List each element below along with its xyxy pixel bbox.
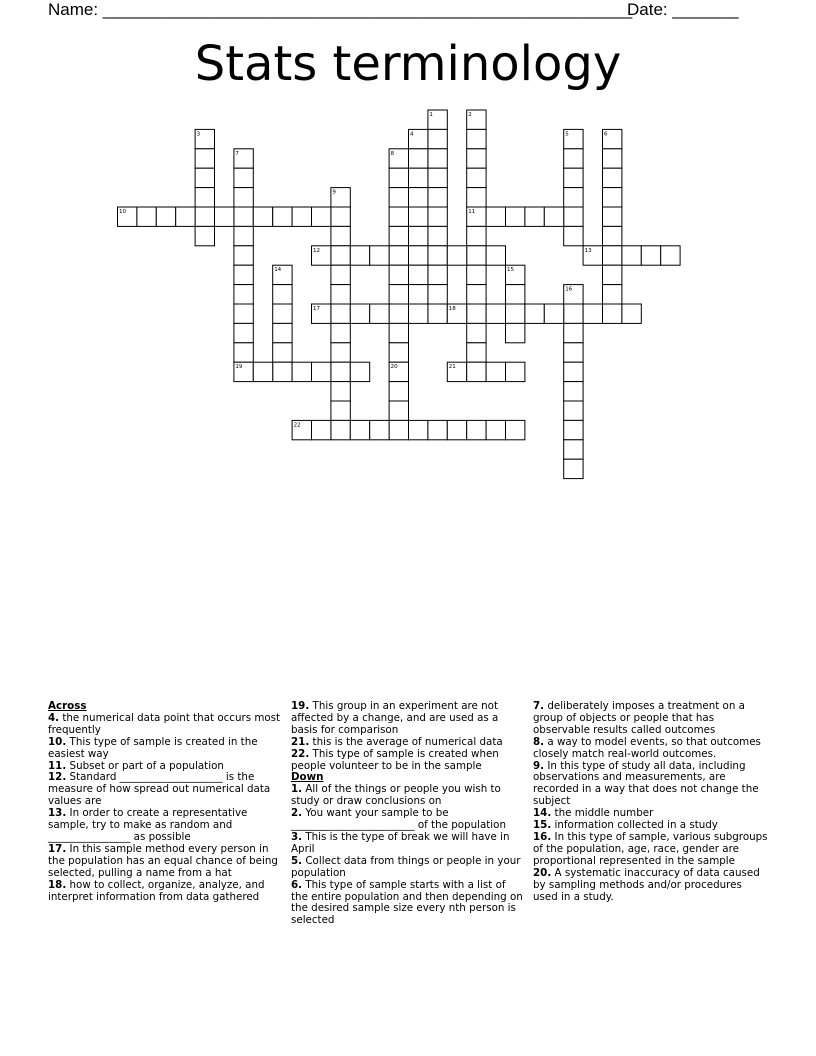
cell-number: 19 [235,364,243,371]
grid-cell[interactable] [506,285,525,304]
cell-number: 10 [119,209,126,215]
grid-cell[interactable] [564,382,583,401]
clue-down-20: 20. A systematic inaccuracy of data caused by sampling methods and/or procedures used in a study. [533,866,760,903]
grid-cell[interactable] [467,420,486,439]
grid-cell[interactable] [409,188,428,207]
cell-number: 1 [429,112,433,118]
grid-cell[interactable] [331,207,350,226]
grid-cell[interactable] [428,168,447,187]
grid-cell[interactable] [389,265,408,284]
cell-number: 14 [274,267,282,274]
grid-cell[interactable] [525,304,544,323]
cell-number: 6 [604,131,608,138]
grid-cell[interactable] [253,207,272,226]
grid-cell[interactable] [506,304,525,323]
grid-cell[interactable] [428,285,447,304]
grid-cell[interactable] [467,129,486,148]
grid-cell[interactable] [564,226,583,245]
cell-number: 21 [448,364,456,371]
grid-cell[interactable] [564,207,583,226]
grid-cell[interactable] [234,226,253,245]
cell-number: 11 [468,209,476,215]
grid-cell[interactable] [467,226,486,245]
grid-cell[interactable] [467,285,486,304]
grid-cell[interactable] [409,168,428,187]
grid-cell[interactable] [176,207,195,226]
grid-cell[interactable] [409,304,428,323]
grid-cell[interactable] [603,207,622,226]
grid-cell[interactable] [603,168,622,187]
grid-cell[interactable] [331,420,350,439]
grid-cell[interactable] [564,362,583,381]
grid-cell[interactable] [603,285,622,304]
clue-across-4: 4. the numerical data point that occurs most frequently [48,711,281,736]
grid-cell[interactable] [428,246,447,265]
grid-cell[interactable] [428,188,447,207]
grid-cell[interactable] [467,246,486,265]
grid-cell[interactable] [273,207,292,226]
grid-cell[interactable] [428,226,447,245]
cell-number: 16 [565,286,573,293]
grid-cell[interactable] [273,362,292,381]
grid-cell[interactable] [428,149,447,168]
grid-cell[interactable] [409,207,428,226]
page-title: Stats terminology [194,36,622,92]
grid-cell[interactable] [195,149,214,168]
grid-cell[interactable] [234,304,253,323]
grid-cell[interactable] [622,246,641,265]
grid-cell[interactable] [467,265,486,284]
cell-number: 13 [584,247,592,254]
clue-across-11: 11. Subset or part of a population [48,759,224,772]
grid-cell[interactable] [428,129,447,148]
grid-cell[interactable] [331,382,350,401]
grid-cell[interactable] [389,246,408,265]
grid-cell[interactable] [486,304,505,323]
grid-cell[interactable] [156,207,175,226]
grid-cell[interactable] [195,188,214,207]
grid-cell[interactable] [389,226,408,245]
grid-cell[interactable] [486,362,505,381]
grid-cell[interactable] [564,401,583,420]
grid-cell[interactable] [583,304,602,323]
clue-across-19: 19. This group in an experiment are not affected by a change, and are used as a basis for comparison [291,700,499,736]
grid-cell[interactable] [564,459,583,478]
grid-cell[interactable] [350,304,369,323]
clue-column-1 [48,701,282,903]
grid-cell[interactable] [292,207,311,226]
cell-number: 5 [565,131,569,138]
grid-cell[interactable] [661,246,680,265]
grid-cell[interactable] [564,323,583,342]
grid-cell[interactable] [234,188,253,207]
grid-cell[interactable] [641,246,660,265]
clue-across-12: 12. Standard ____________________ is the measure of how spread out numerical data values are [48,771,271,808]
grid-cell[interactable] [195,226,214,245]
grid-cell[interactable] [428,304,447,323]
clue-down-2: 2. You want your sample to be ________________________ of the population [291,807,506,832]
cell-number: 12 [313,247,320,254]
grid-cell[interactable] [137,207,156,226]
grid-cell[interactable] [506,420,525,439]
grid-cell[interactable] [447,420,466,439]
grid-cell[interactable] [370,304,389,323]
grid-cell[interactable] [564,420,583,439]
grid-cell[interactable] [603,265,622,284]
grid-cell[interactable] [389,207,408,226]
grid-cell[interactable] [467,343,486,362]
grid-cell[interactable] [525,207,544,226]
grid-cell[interactable] [486,246,505,265]
grid-cell[interactable] [350,420,369,439]
clue-across-17: 17. In this sample method every person in the population has an equal chance of being selected, pulling a name from a hat [48,842,278,879]
grid-cell[interactable] [603,188,622,207]
grid-cell[interactable] [331,343,350,362]
grid-cell[interactable] [564,188,583,207]
grid-cell[interactable] [564,343,583,362]
grid-cell[interactable] [331,362,350,381]
clue-across-22: 22. This type of sample is created when people volunteer to be in the sample [291,747,499,772]
grid-cell[interactable] [273,285,292,304]
grid-cell[interactable] [350,362,369,381]
grid-cell[interactable] [389,343,408,362]
grid-cell[interactable] [622,304,641,323]
clue-across-18: 18. how to collect, organize, analyze, and interpret information from data gathered [48,878,265,903]
grid-cell[interactable] [312,362,331,381]
grid-cell[interactable] [253,362,272,381]
grid-cell[interactable] [564,168,583,187]
grid-cell[interactable] [428,420,447,439]
grid-cell[interactable] [370,246,389,265]
grid-cell[interactable] [447,246,466,265]
grid-cell[interactable] [234,168,253,187]
clue-column-3 [533,701,769,903]
clue-down-1: 1. All of the things or people you wish to study or draw conclusions on [291,783,501,808]
grid-cell[interactable] [564,149,583,168]
clue-across-10: 10. This type of sample is created in the easiest way [48,735,258,760]
grid-cell[interactable] [234,343,253,362]
grid-cell[interactable] [389,188,408,207]
grid-cell[interactable] [467,188,486,207]
grid-cell[interactable] [506,323,525,342]
grid-cell[interactable] [409,226,428,245]
across-heading: Across [48,700,87,712]
crossword-grid [0,0,816,500]
grid-cell[interactable] [603,246,622,265]
grid-cell[interactable] [273,343,292,362]
grid-cell[interactable] [292,362,311,381]
clue-down-7: 7. deliberately imposes a treatment on a group of objects or people that has observable results called outcomes [533,700,745,736]
cell-number: 2 [468,112,472,118]
cell-number: 18 [448,306,456,312]
grid-cell[interactable] [389,285,408,304]
grid-cell[interactable] [389,168,408,187]
cell-number: 8 [390,150,395,157]
clue-across-21: 21. this is the average of numerical data [291,735,503,748]
grid-cell[interactable] [467,362,486,381]
grid-cell[interactable] [350,246,369,265]
grid-cell[interactable] [370,420,389,439]
grid-cell[interactable] [603,149,622,168]
grid-cell[interactable] [234,323,253,342]
grid-cell[interactable] [312,207,331,226]
cell-number: 9 [332,189,336,196]
grid-cell[interactable] [409,285,428,304]
grid-cell[interactable] [428,207,447,226]
grid-cell[interactable] [331,285,350,304]
grid-cell[interactable] [234,246,253,265]
cell-number: 17 [313,306,320,312]
grid-cell[interactable] [389,304,408,323]
grid-cell[interactable] [389,401,408,420]
clue-down-16: 16. In this type of sample, various subgroups of the population, age, race, gender are proportional represented in the sample [533,830,768,867]
grid-cell[interactable] [234,207,253,226]
clue-down-8: 8. a way to model events, so that outcomes closely match real-world outcomes. [533,735,761,760]
grid-cell[interactable] [331,246,350,265]
cell-number: 22 [293,422,301,429]
cell-number: 15 [507,267,514,274]
grid-cell[interactable] [603,226,622,245]
grid-cell[interactable] [544,304,563,323]
date-field: Date: _______ [627,0,739,19]
grid-cell[interactable] [273,323,292,342]
grid-cell[interactable] [486,420,505,439]
grid-cell[interactable] [195,168,214,187]
grid-cell[interactable] [409,265,428,284]
grid-cell[interactable] [467,149,486,168]
grid-cell[interactable] [389,420,408,439]
grid-cell[interactable] [331,265,350,284]
grid-cell[interactable] [234,265,253,284]
clue-down-15: 15. information collected in a study [533,819,718,832]
grid-cell[interactable] [331,401,350,420]
clue-column-2 [291,701,523,927]
grid-cell[interactable] [467,168,486,187]
grid-cell[interactable] [467,304,486,323]
grid-cell[interactable] [564,440,583,459]
grid-cell[interactable] [331,323,350,342]
grid-cell[interactable] [409,149,428,168]
grid-cell[interactable] [564,304,583,323]
clue-down-6: 6. This type of sample starts with a list of the entire population and then depending on the desired sample size every nth person is selected [291,878,523,927]
grid-cell[interactable] [544,207,563,226]
cell-number: 3 [196,131,201,138]
grid-cell[interactable] [506,362,525,381]
grid-cell[interactable] [467,323,486,342]
grid-cell[interactable] [389,382,408,401]
clue-down-3: 3. This is the type of break we will have in April [291,830,510,855]
grid-cell[interactable] [215,207,234,226]
down-heading: Down [291,771,324,784]
grid-cell[interactable] [331,304,350,323]
grid-cell[interactable] [273,304,292,323]
grid-cell[interactable] [486,207,505,226]
grid-cell[interactable] [234,285,253,304]
grid-cell[interactable] [195,207,214,226]
clue-down-14: 14. the middle number [533,807,654,820]
cell-number: 4 [410,131,414,138]
grid-cell[interactable] [389,323,408,342]
grid-cell[interactable] [506,207,525,226]
cell-number: 20 [390,364,398,371]
grid-cell[interactable] [331,226,350,245]
grid-cell[interactable] [409,246,428,265]
clue-down-9: 9. In this type of study all data, including observations and measurements, are recorded in a way that does not change the subject [533,759,759,808]
cell-number: 7 [235,150,239,157]
grid-cell[interactable] [409,420,428,439]
clue-across-13: 13. In order to create a representative sample, try to make as random and ________________ as possible [48,807,248,843]
clue-down-5: 5. Collect data from things or people in your population [291,854,521,879]
grid-cell[interactable] [312,420,331,439]
grid-cell[interactable] [428,265,447,284]
grid-cell[interactable] [603,304,622,323]
name-field: Name: ________________________________________________________ [48,0,633,19]
